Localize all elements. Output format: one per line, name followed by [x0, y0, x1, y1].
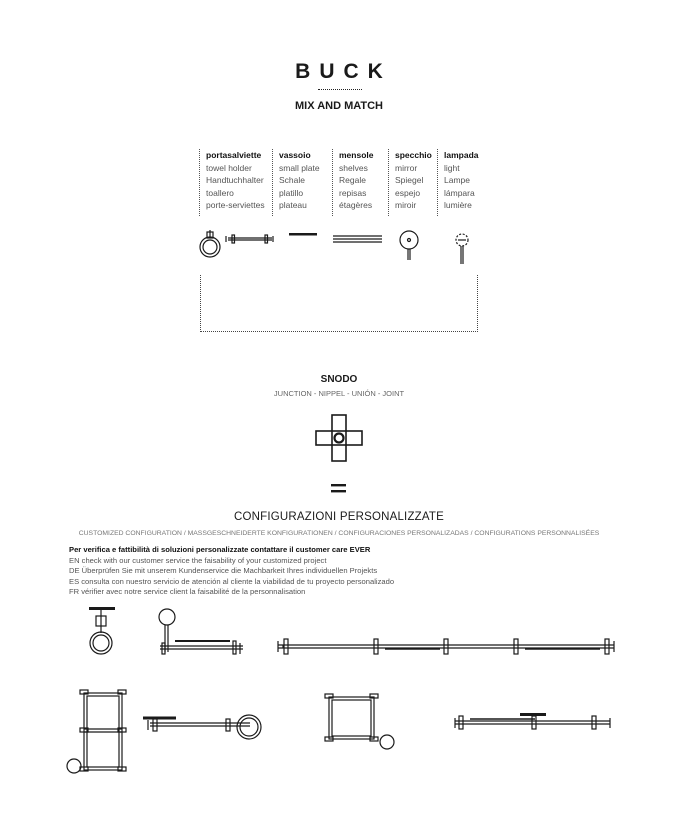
category-translation: lumière	[444, 200, 472, 210]
small-plate-icon	[289, 233, 317, 236]
note-fr: FR vérifier avec notre service client la faisabilité de la personnalisation	[69, 587, 306, 597]
config-rail-with-plate	[455, 713, 610, 729]
category-title: mensole	[339, 150, 374, 160]
category-translation: espejo	[395, 187, 421, 198]
category-title: vassoio	[279, 150, 311, 160]
equals-sign	[331, 484, 346, 492]
category-translation: Handtuchhalter	[206, 175, 264, 185]
category-translation: repisas	[339, 187, 367, 198]
note-es: ES consulta con nuestro servicio de atención al cliente la viabilidad de tu proyecto personalizado	[69, 576, 395, 586]
category-translation: toallero	[206, 187, 234, 198]
config-square-frame	[325, 694, 394, 749]
category-translation: platillo	[279, 187, 304, 198]
note-de: DE Überprüfen Sie mit unserem Kundenservice die Machbarkeit Ihres individuellen Projekts	[69, 566, 378, 576]
configurations-title: CONFIGURAZIONI PERSONALIZZATE	[233, 511, 445, 523]
category-translation: Regale	[339, 175, 366, 185]
towel-bar-icon	[226, 235, 273, 243]
mirror-icon	[400, 231, 418, 260]
junction-title: SNODO	[320, 374, 358, 385]
category-translation: porte-serviettes	[206, 200, 265, 210]
category-translation: lámpara	[444, 187, 475, 198]
brand-logo: BUCK	[295, 60, 392, 83]
category-title: specchio	[395, 150, 432, 160]
category-translation: étagères	[339, 200, 373, 210]
category-translation: Lampe	[444, 175, 470, 185]
category-translation: Schale	[279, 175, 305, 185]
junction-cross-icon	[316, 415, 362, 461]
towel-ring-icon	[200, 230, 220, 257]
category-translation: miroir	[395, 200, 417, 210]
configurations-subtitle: CUSTOMIZED CONFIGURATION / MASSGESCHNEIDERTE KONFIGURATIONEN / CONFIGURACIONES PERSONALIZADAS / CONFIGURATIONS PERSONNALISÉES	[78, 530, 600, 537]
config-rail-with-ring	[143, 715, 261, 739]
config-tall-frame	[67, 690, 126, 773]
config-ring-with-plate	[89, 607, 115, 654]
category-title: portasalviette	[206, 150, 262, 160]
category-translation: light	[444, 162, 460, 173]
config-long-rail	[278, 639, 614, 654]
category-translation: towel holder	[206, 162, 252, 173]
category-translation: small plate	[279, 162, 320, 173]
category-translation: shelves	[339, 162, 368, 173]
page-subtitle: MIX AND MATCH	[295, 100, 383, 112]
category-translation: Spiegel	[395, 175, 424, 185]
category-title: lampada	[444, 150, 479, 160]
note-it: Per verifica e fattibilità di soluzioni personalizzate contattare il customer care EVER	[69, 545, 371, 554]
config-mirror-with-shelf	[159, 609, 243, 654]
junction-subtitle: JUNCTION - NIPPEL - UNIÓN - JOINT	[273, 389, 405, 398]
shelves-icon	[333, 236, 382, 242]
category-translation: mirror	[395, 162, 418, 173]
note-en: EN check with our customer service the faisability of your customized project	[69, 555, 327, 565]
light-icon	[456, 234, 468, 264]
category-translation: plateau	[279, 200, 307, 210]
